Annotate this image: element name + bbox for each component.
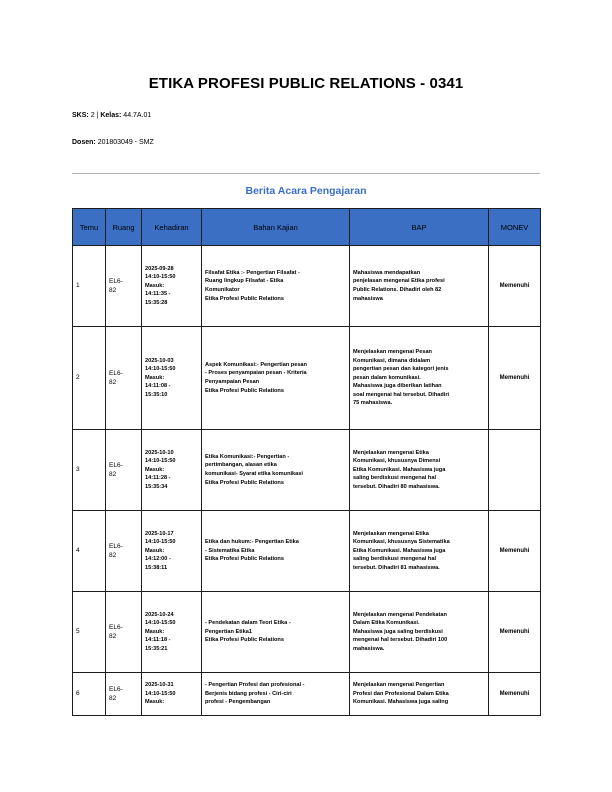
cell-temu: 3 xyxy=(73,430,106,511)
table-row xyxy=(73,511,541,592)
cell-temu: 1 xyxy=(73,246,106,327)
kelas-label: Kelas: xyxy=(100,112,122,119)
cell-temu: 6 xyxy=(73,673,106,716)
table-row xyxy=(73,430,541,511)
bap-text: Menjelaskan mengenai Etika Komunikasi, khususnya Sistematika Etika Komunikasi. Mahasiswa juga saling berdiskusi mengenai hal tersebut. Dihadiri 81 mahasiswa. xyxy=(353,530,450,571)
cell-bahan-kajian xyxy=(202,511,350,592)
kehadiran-text: 2025-10-24 14:10-15:50 Masuk: 14:11:18 - 15:35:21 xyxy=(145,611,176,652)
header-temu: Temu xyxy=(73,209,106,246)
cell-bap xyxy=(350,327,489,430)
dosen-value: 201803049 - SMZ xyxy=(97,139,154,146)
ruang-text: EL6- 82 xyxy=(109,462,123,478)
bap-table xyxy=(72,208,541,716)
bahan-kajian-text: - Pendekatan dalam Teori Etika - Pengertian Etika1 Etika Profesi Public Relations xyxy=(205,620,291,644)
cell-monev: Memenuhi xyxy=(489,327,541,430)
kehadiran-text: 2025-10-10 14:10-15:50 Masuk: 14:11:28 - 15:35:34 xyxy=(145,449,176,490)
kehadiran-text: 2025-09-28 14:10-15:50 Masuk: 14:11:35 - 15:35:28 xyxy=(145,265,176,306)
cell-kehadiran xyxy=(142,673,202,716)
dosen-label: Dosen: xyxy=(72,139,96,146)
bahan-kajian-text: Aspek Komunikasi:- Pengertian pesan - Proses penyampaian pesan - Kriteria Penyampaian Pesan Etika Profesi Public Relations xyxy=(205,361,307,394)
cell-bap xyxy=(350,430,489,511)
ruang-text: EL6- 82 xyxy=(109,278,123,294)
cell-bahan-kajian xyxy=(202,246,350,327)
kehadiran-text: 2025-10-31 14:10-15:50 Masuk: xyxy=(145,682,176,706)
header-ruang: Ruang xyxy=(106,209,142,246)
header-bap: BAP xyxy=(350,209,489,246)
cell-ruang xyxy=(106,430,142,511)
cell-bap xyxy=(350,673,489,716)
table-row xyxy=(73,592,541,673)
lecturer-info xyxy=(72,139,154,146)
ruang-text: EL6- 82 xyxy=(109,624,123,640)
cell-monev: Memenuhi xyxy=(489,246,541,327)
table-row xyxy=(73,246,541,327)
bap-text: Menjelaskan mengenai Pesan Komunikasi, dimana didalam pengertian pesan dan kategori jenis pesan dalam komunikasi. Mahasiswa juga diberikan latihan soal mengenai hal tersebut. Dihadiri 75 mahasiswa. xyxy=(353,348,450,407)
cell-temu: 5 xyxy=(73,592,106,673)
section-title: Berita Acara Pengajaran xyxy=(245,185,367,197)
cell-ruang xyxy=(106,673,142,716)
cell-bap xyxy=(350,246,489,327)
cell-monev: Memenuhi xyxy=(489,511,541,592)
cell-bahan-kajian xyxy=(202,327,350,430)
bahan-kajian-text: Filsafat Etika :- Pengertian Filsafat - Ruang lingkup Filsafat - Etika Komunikator Etika Profesi Public Relations xyxy=(205,269,300,302)
cell-bahan-kajian xyxy=(202,673,350,716)
sks-value: 2 xyxy=(90,112,95,119)
header-kehadiran: Kehadiran xyxy=(142,209,202,246)
bahan-kajian-text: Etika dan hukum:- Pengertian Etika - Sistematika Etika Etika Profesi Public Relations xyxy=(205,539,299,563)
bap-text: Mahasiswa mendapatkan penjelasan mengenai Etika profesi Public Relations. Dihadiri oleh 82 mahasiswa xyxy=(353,269,445,302)
ruang-text: EL6- 82 xyxy=(109,370,123,386)
bahan-kajian-text: Etika Komunikasi:- Pengertian - pertimbangan, alasan etika komunikasi- Syarat etika komunikasi Etika Profesi Public Relations xyxy=(205,453,303,486)
cell-temu: 4 xyxy=(73,511,106,592)
bap-text: Menjelaskan mengenai Pendekatan Dalam Etika Komunikasi. Mahasiswa juga saling berdiskusi mengenai hal tersebut. Dihadiri 100 mahasiswa. xyxy=(353,611,448,652)
cell-bahan-kajian xyxy=(202,592,350,673)
cell-ruang xyxy=(106,327,142,430)
table-header-row xyxy=(73,209,541,246)
cell-kehadiran xyxy=(142,246,202,327)
document-title: ETIKA PROFESI PUBLIC RELATIONS - 0341 xyxy=(148,75,464,92)
cell-bahan-kajian xyxy=(202,430,350,511)
cell-kehadiran xyxy=(142,430,202,511)
cell-monev: Memenuhi xyxy=(489,592,541,673)
bap-text: Menjelaskan mengenai Etika Komunikasi, khususnya Dimensi Etika Komunikasi. Mahasiswa juga saling berdiskusi mengenai hal tersebut. Dihadiri 80 mahasiswa. xyxy=(353,449,446,490)
sks-label: SKS: xyxy=(72,112,89,119)
cell-kehadiran xyxy=(142,327,202,430)
divider xyxy=(72,173,540,174)
cell-bap xyxy=(350,592,489,673)
separator: | xyxy=(96,112,99,119)
cell-temu: 2 xyxy=(73,327,106,430)
kehadiran-text: 2025-10-17 14:10-15:50 Masuk: 14:12:00 - 15:38:11 xyxy=(145,530,176,571)
bap-text: Menjelaskan mengenai Pengertian Profesi dan Profesional Dalam Etika Komunikasi. Mahasiswa juga saling xyxy=(353,682,449,706)
cell-ruang xyxy=(106,246,142,327)
kehadiran-text: 2025-10-03 14:10-15:50 Masuk: 14:11:08 - 15:35:10 xyxy=(145,357,176,398)
cell-monev xyxy=(489,430,541,511)
cell-bap xyxy=(350,511,489,592)
cell-monev: Memenuhi xyxy=(489,673,541,716)
cell-kehadiran xyxy=(142,592,202,673)
header-bahan-kajian: Bahan Kajian xyxy=(202,209,350,246)
cell-kehadiran xyxy=(142,511,202,592)
header-monev: MONEV xyxy=(489,209,541,246)
table-row xyxy=(73,327,541,430)
table-row xyxy=(73,673,541,716)
cell-ruang xyxy=(106,592,142,673)
cell-ruang xyxy=(106,511,142,592)
kelas-value: 44.7A.01 xyxy=(123,112,152,119)
ruang-text: EL6- 82 xyxy=(109,686,123,702)
bahan-kajian-text: - Pengertian Profesi dan profesional - Berjenis bidang profesi - Ciri-ciri profesi - Pengembangan xyxy=(205,682,305,706)
course-info xyxy=(72,112,151,119)
ruang-text: EL6- 82 xyxy=(109,543,123,559)
